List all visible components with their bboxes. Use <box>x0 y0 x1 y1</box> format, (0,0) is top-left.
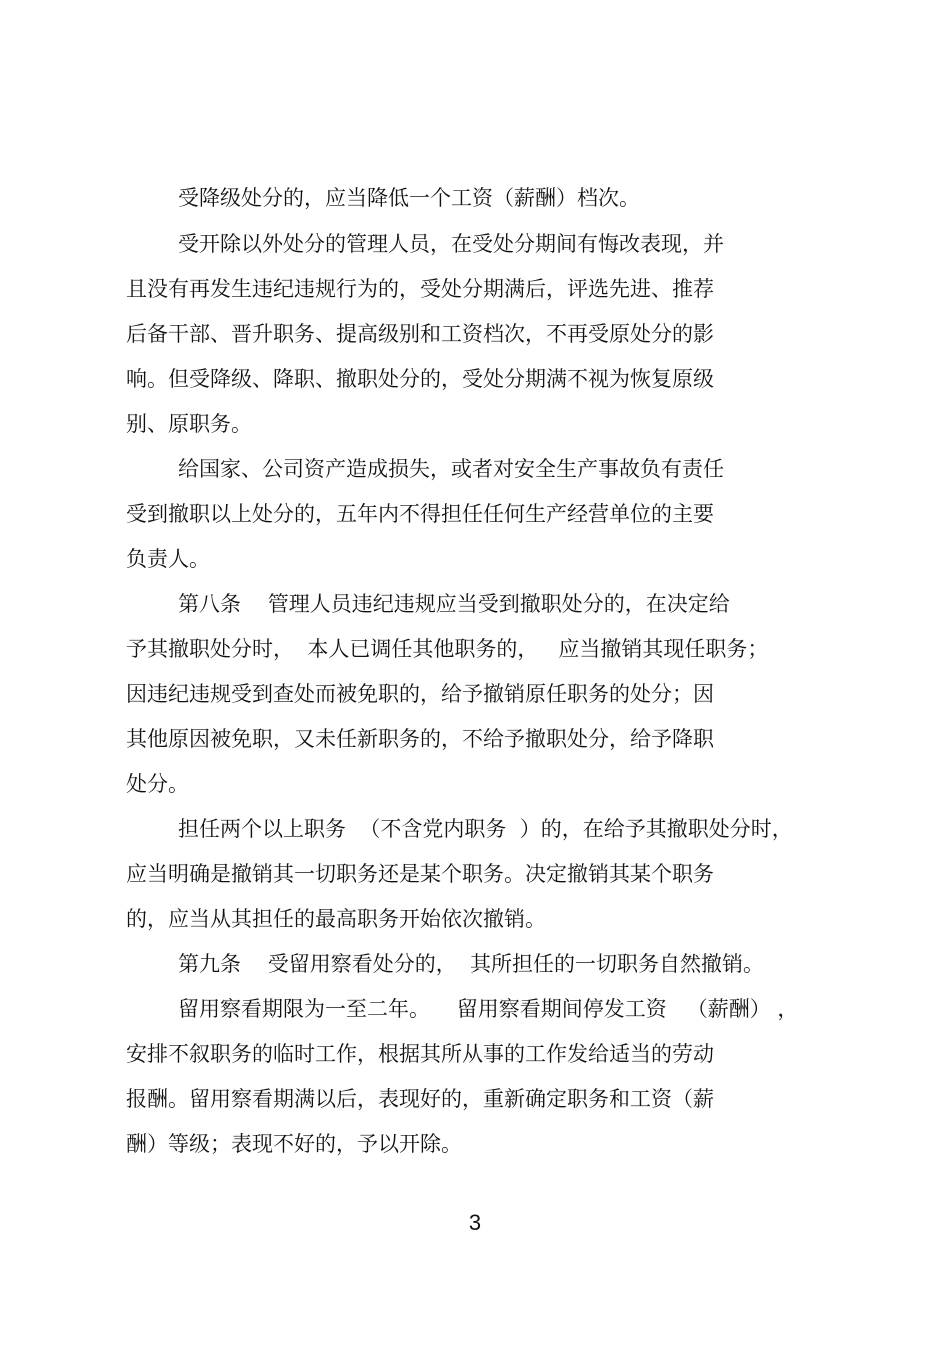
page-number: 3 <box>468 1210 482 1235</box>
text-line: 应当明确是撤销其一切职务还是某个职务。决定撤销其某个职务 <box>126 862 714 886</box>
text-line: 第九条 受留用察看处分的， 其所担任的一切职务自然撤销。 <box>178 952 765 976</box>
text-line: 第八条 管理人员违纪违规应当受到撤职处分的，在决定给 <box>178 592 730 616</box>
text-line: 报酬。留用察看期满以后，表现好的，重新确定职务和工资（薪 <box>126 1087 714 1111</box>
text-line: 安排不叙职务的临时工作，根据其所从事的工作发给适当的劳动 <box>126 1042 714 1066</box>
text-line: 给国家、公司资产造成损失，或者对安全生产事故负有责任 <box>178 457 724 481</box>
text-line: 担任两个以上职务 （不含党内职务 ）的，在给予其撤职处分时， <box>178 817 793 841</box>
text-line: 响。但受降级、降职、撤职处分的，受处分期满不视为恢复原级 <box>126 367 714 391</box>
text-line: 后备干部、晋升职务、提高级别和工资档次，不再受原处分的影 <box>126 322 714 346</box>
text-line: 且没有再发生违纪违规行为的，受处分期满后，评选先进、推荐 <box>126 277 714 301</box>
text-line: 受降级处分的，应当降低一个工资（薪酬）档次。 <box>178 186 640 210</box>
text-line: 负责人。 <box>126 547 210 571</box>
text-line: 予其撤职处分时， 本人已调任其他职务的， 应当撤销其现任职务； <box>126 637 769 661</box>
text-line: 别、原职务。 <box>126 412 252 436</box>
text-line: 因违纪违规受到查处而被免职的，给予撤销原任职务的处分；因 <box>126 682 714 706</box>
text-line: 留用察看期限为一至二年。 留用察看期间停发工资 （薪酬） ， <box>178 997 799 1021</box>
text-line: 其他原因被免职，又未任新职务的，不给予撤职处分，给予降职 <box>126 727 714 751</box>
text-line: 酬）等级；表现不好的，予以开除。 <box>126 1132 462 1156</box>
text-line: 的，应当从其担任的最高职务开始依次撤销。 <box>126 907 546 931</box>
text-line: 受到撤职以上处分的，五年内不得担任任何生产经营单位的主要 <box>126 502 714 526</box>
text-line: 受开除以外处分的管理人员，在受处分期间有悔改表现，并 <box>178 232 724 256</box>
text-line: 处分。 <box>126 772 189 796</box>
